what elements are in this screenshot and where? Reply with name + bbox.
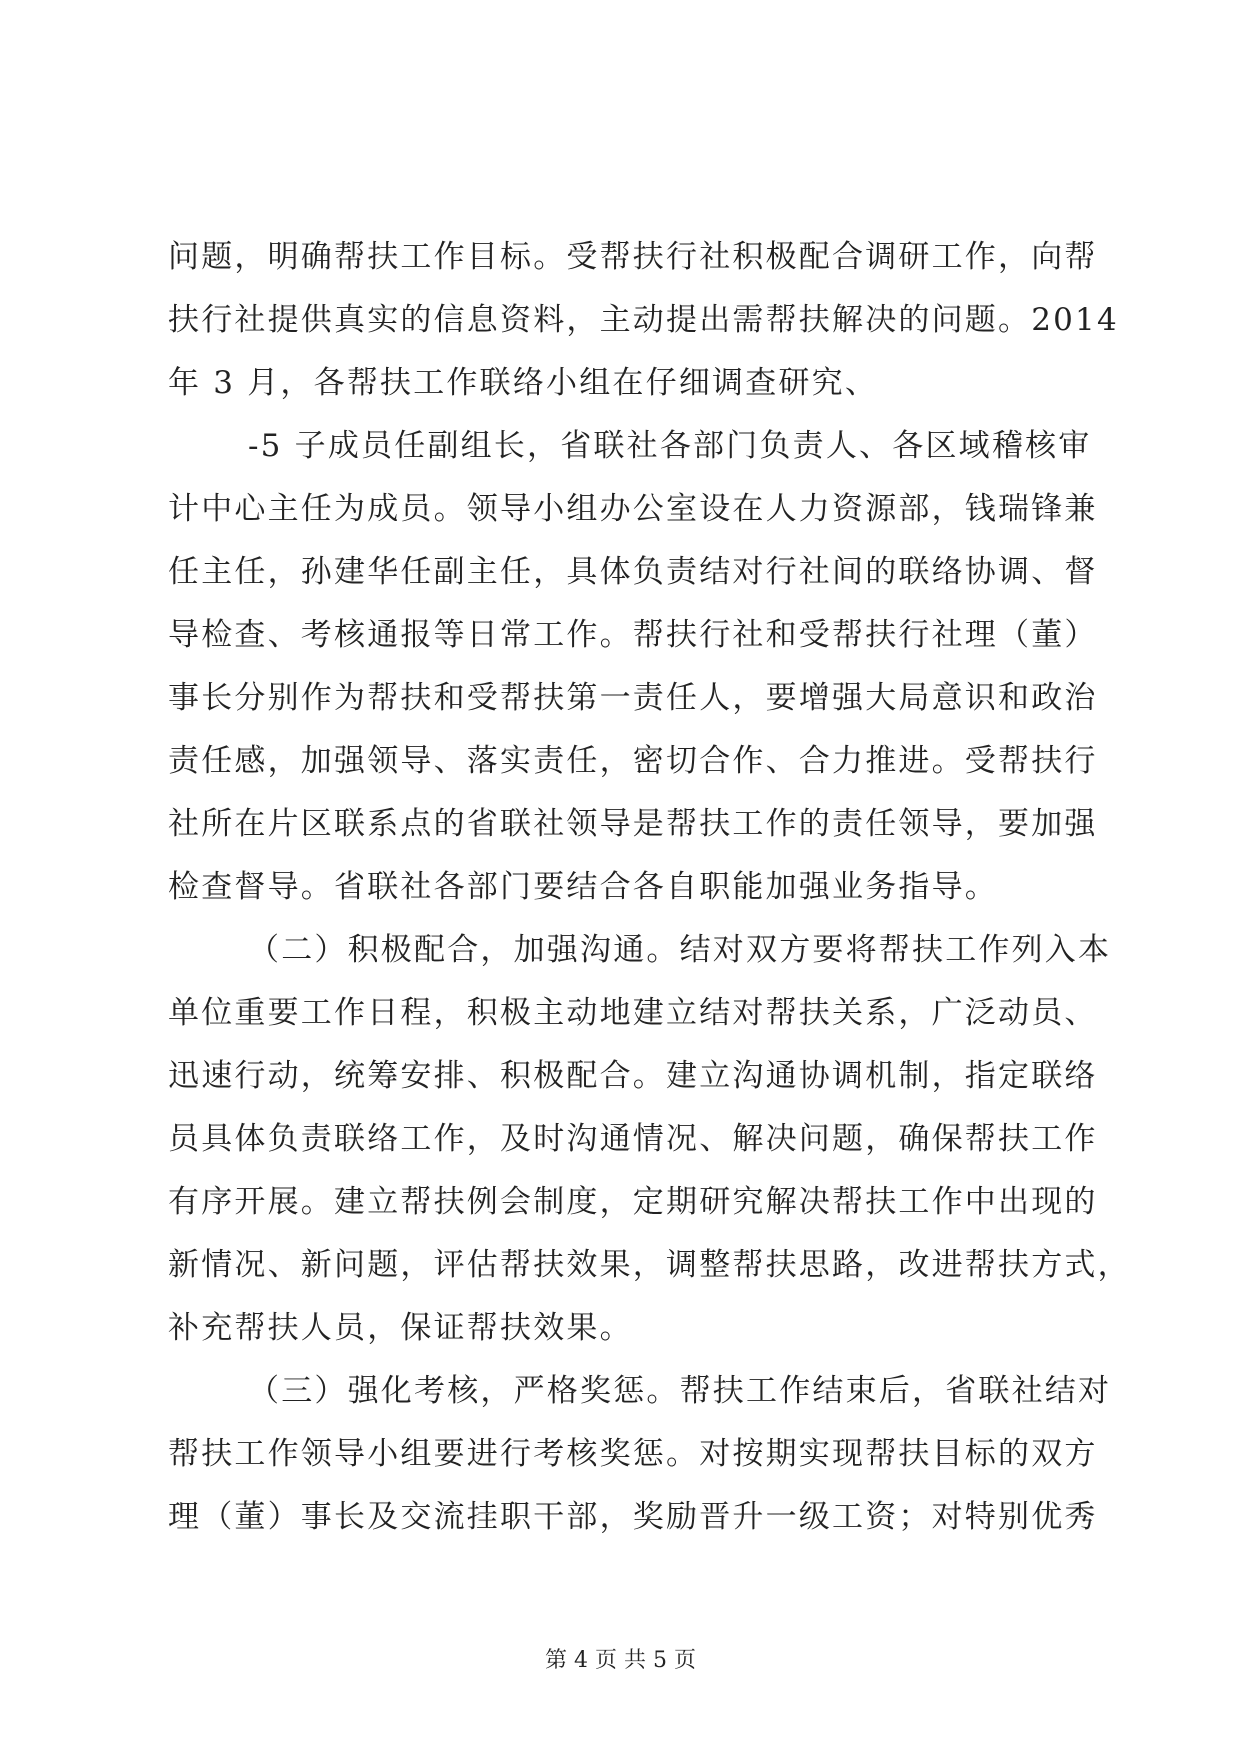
page-number-footer: 第 4 页 共 5 页 — [545, 1648, 696, 1673]
text-line: 补充帮扶人员，保证帮扶效果。 — [168, 1310, 633, 1346]
text-line: 年 3 月，各帮扶工作联络小组在仔细调查研究、 — [168, 365, 879, 401]
text-line: 扶行社提供真实的信息资料，主动提出需帮扶解决的问题。2014 — [168, 302, 1119, 338]
paragraph-first-line: （二）积极配合，加强沟通。结对双方要将帮扶工作列入本 — [248, 932, 1112, 968]
text-line: 员具体负责联络工作，及时沟通情况、解决问题，确保帮扶工作 — [168, 1121, 1098, 1157]
text-line: 社所在片区联系点的省联社领导是帮扶工作的责任领导，要加强 — [168, 806, 1098, 842]
text-line: 新情况、新问题，评估帮扶效果，调整帮扶思路，改进帮扶方式， — [168, 1247, 1131, 1283]
document-body — [168, 226, 1131, 1549]
text-line: 导检查、考核通报等日常工作。帮扶行社和受帮扶行社理（董） — [168, 617, 1098, 653]
text-line: 计中心主任为成员。领导小组办公室设在人力资源部，钱瑞锋兼 — [168, 491, 1098, 527]
text-line: 单位重要工作日程，积极主动地建立结对帮扶关系，广泛动员、 — [168, 995, 1098, 1031]
text-line: 检查督导。省联社各部门要结合各自职能加强业务指导。 — [168, 869, 998, 905]
text-line: 理（董）事长及交流挂职干部，奖励晋升一级工资；对特别优秀 — [168, 1499, 1098, 1535]
text-line: 帮扶工作领导小组要进行考核奖惩。对按期实现帮扶目标的双方 — [168, 1436, 1098, 1472]
text-line: 责任感，加强领导、落实责任，密切合作、合力推进。受帮扶行 — [168, 743, 1098, 779]
text-line: 问题，明确帮扶工作目标。受帮扶行社积极配合调研工作，向帮 — [168, 239, 1098, 275]
text-line: 任主任，孙建华任副主任，具体负责结对行社间的联络协调、督 — [168, 554, 1098, 590]
text-line: 有序开展。建立帮扶例会制度，定期研究解决帮扶工作中出现的 — [168, 1184, 1098, 1220]
paragraph-first-line: -5 子成员任副组长，省联社各部门负责人、各区域稽核审 — [248, 428, 1092, 464]
paragraph-first-line: （三）强化考核，严格奖惩。帮扶工作结束后，省联社结对 — [248, 1373, 1112, 1409]
text-line: 事长分别作为帮扶和受帮扶第一责任人，要增强大局意识和政治 — [168, 680, 1098, 716]
text-line: 迅速行动，统筹安排、积极配合。建立沟通协调机制，指定联络 — [168, 1058, 1098, 1094]
